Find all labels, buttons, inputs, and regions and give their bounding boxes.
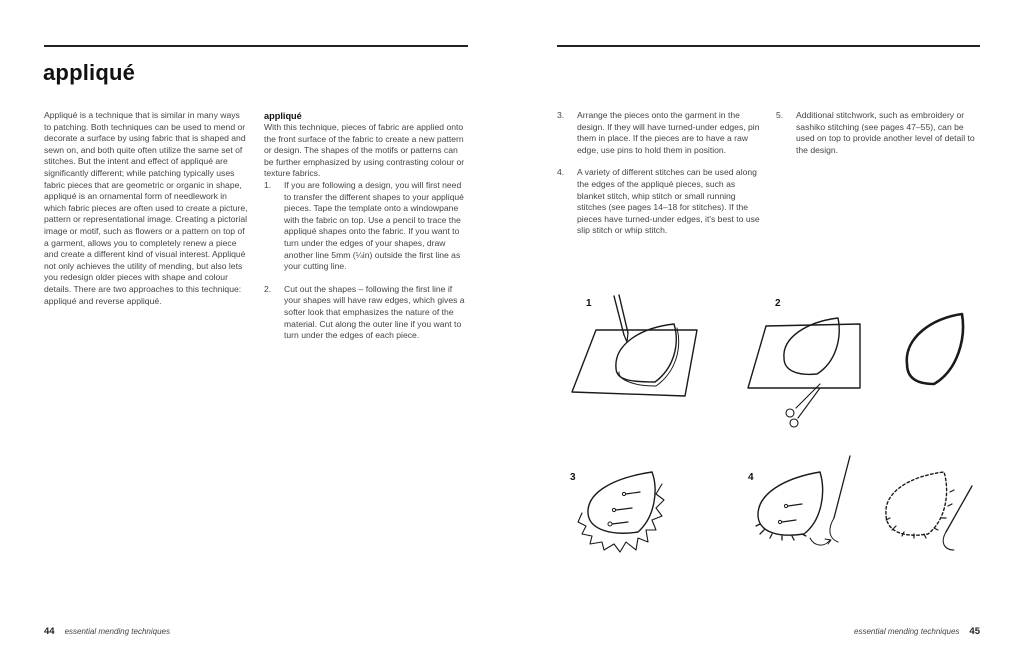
page-number: 45 [969, 626, 980, 637]
step-item [264, 180, 468, 273]
figure-label: 3 [570, 472, 576, 483]
figure-label: 2 [775, 298, 781, 309]
step-number: 1. [264, 179, 272, 190]
step-number: 3. [557, 110, 565, 120]
page-number: 44 [44, 626, 55, 637]
intro-column [44, 110, 249, 307]
section-intro: With this technique, pieces of fabric are applied onto the front surface of the fabric to create a new pattern or design. The shapes of the motifs or patterns can be further emphasized by using contrasting colour or texture fabrics. [264, 122, 465, 179]
step-text: Additional stitchwork, such as embroidery or sashiko stitching (see pages 47–55), can be used on top to provide another level of detail to the design. [796, 110, 975, 155]
top-rule [557, 45, 980, 47]
right-page [512, 0, 1024, 672]
figure-2-cutting [748, 298, 963, 427]
figure-4-stitching [748, 456, 972, 550]
step-text: If you are following a design, you will first need to transfer the different shapes to your appliqué pieces. Tape the template onto a windowpane with the fabric on top. Use a pencil to trace the appliqué shapes onto the fabric. If you want to turn under the edges of your shapes, draw another line 5mm (¼in) outside the first line as your cutting line. [284, 179, 464, 272]
right-folio [854, 626, 980, 637]
step-number: 2. [264, 283, 272, 294]
steps-column-1 [557, 110, 765, 248]
applique-illustration [552, 288, 992, 578]
top-rule [44, 45, 468, 47]
step-item [776, 110, 980, 156]
section-subheading: appliqué [264, 111, 302, 121]
page-title: appliqué [43, 60, 136, 85]
intro-paragraph: Appliqué is a technique that is similar in many ways to patching. Both techniques can be used to mend or decorate a surface by using fabric that is shaped and sewn on, and both quite often utilize the same set of stitches. But the intent and effect of appliqué are significantly different; while patching typically uses fabric pieces that are geometric or organic in shape, appliqué is an ornamental form of needlework in which fabric pieces are often used to create a picture, pattern or representational image. Creating a pictorial image or motif, such as flowers or a pattern on top of a garment, allows you to completely renew a piece and create a different kind of visual interest. Appliqué not only achieves the utility of mending, but also lets you redesign older pieces with shape and colour details. There are two approaches to this technique: appliqué and reverse appliqué. [44, 110, 248, 306]
step-number: 5. [776, 110, 784, 120]
figure-label: 1 [586, 298, 592, 309]
figure-3-pinning [570, 472, 664, 552]
figure-1-tracing [572, 295, 697, 396]
applique-column [264, 110, 468, 353]
step-text: Cut out the shapes – following the first line if your shapes will have raw edges, which gives a softer look that emphasizes the nature of the material. Cut along the outer line if you want to turn under the edges of each piece. [284, 283, 465, 341]
left-folio [44, 626, 170, 637]
step-item [264, 284, 468, 342]
running-head: essential mending techniques [64, 627, 170, 636]
running-head: essential mending techniques [854, 627, 960, 636]
figure-label: 4 [748, 472, 754, 483]
step-number: 4. [557, 167, 565, 178]
steps-column-2 [776, 110, 980, 167]
step-item [557, 110, 765, 156]
step-item [557, 167, 765, 237]
step-text: A variety of different stitches can be used along the edges of the appliqué pieces, such as blanket stitch, whip stitch or small running stitches (see pages 14–18 for stitches). If the pieces have turned-under edges, it's best to use slip stitch or whip stitch. [577, 167, 760, 236]
step-text: Arrange the pieces onto the garment in the design. If they will have turned-under edges, pin them in place. If the pieces are to have a raw edge, use pins to hold them in position. [577, 110, 760, 155]
